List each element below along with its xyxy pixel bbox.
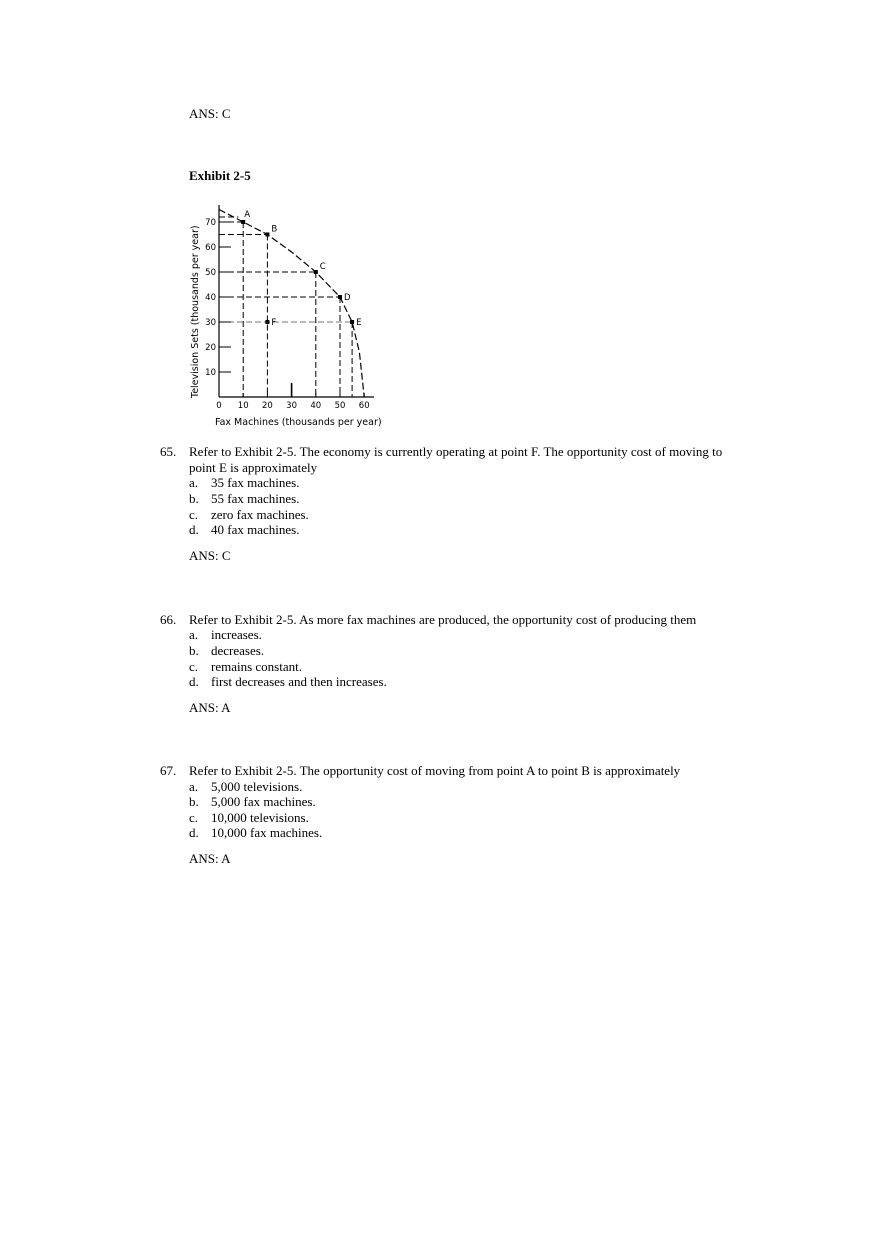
y-tick-label: 10: [205, 368, 216, 378]
option-letter: c.: [189, 659, 199, 674]
option-text: 5,000 fax machines.: [211, 794, 316, 809]
y-tick-label: 50: [205, 268, 216, 278]
option-letter: b.: [189, 794, 199, 809]
question-text-line: point E is approximately: [189, 460, 318, 475]
option-letter: b.: [189, 643, 199, 658]
option-letter: d.: [189, 522, 199, 537]
point-label-e: E: [356, 318, 362, 328]
y-tick-label: 60: [205, 243, 216, 253]
option-text: zero fax machines.: [211, 507, 309, 522]
option-text: increases.: [211, 627, 262, 642]
point-b: [265, 233, 269, 237]
x-tick-label: 30: [286, 401, 298, 411]
y-tick-label: 70: [205, 218, 216, 228]
option-text: decreases.: [211, 643, 265, 658]
option-text: 5,000 televisions.: [211, 779, 303, 794]
question-number: 67.: [160, 763, 177, 778]
option-text: 35 fax machines.: [211, 475, 300, 490]
point-label-b: B: [271, 224, 278, 235]
option-text: 55 fax machines.: [211, 491, 300, 506]
y-tick-label: 20: [205, 343, 216, 353]
option-text: first decreases and then increases.: [211, 674, 387, 689]
option-letter: a.: [189, 475, 199, 490]
point-label-f: F: [271, 318, 277, 328]
x-tick-label: 10: [237, 401, 249, 411]
option-text: 10,000 fax machines.: [211, 825, 323, 840]
answer: ANS: A: [189, 700, 231, 715]
option-letter: a.: [189, 779, 199, 794]
x-tick-label: 60: [358, 401, 370, 411]
x-tick-label: 20: [261, 401, 273, 411]
option-letter: a.: [189, 627, 199, 642]
point-label-d: D: [344, 293, 351, 303]
ppf-chart: [186, 200, 401, 435]
answer: ANS: A: [189, 851, 231, 866]
point-d: [338, 295, 342, 299]
x-tick-label: 50: [334, 401, 346, 411]
y-tick-label: 40: [205, 293, 216, 303]
question-text-line: Refer to Exhibit 2-5. The economy is currently operating at point F. The opportunity cost of moving to: [189, 444, 723, 459]
answer: ANS: C: [189, 548, 231, 563]
option-text: remains constant.: [211, 659, 302, 674]
option-letter: c.: [189, 507, 199, 522]
option-letter: d.: [189, 825, 199, 840]
x-tick-label: 40: [310, 401, 322, 411]
option-letter: d.: [189, 674, 199, 689]
point-a: [241, 220, 245, 224]
question-text-line: Refer to Exhibit 2-5. As more fax machines are produced, the opportunity cost of producing them: [189, 612, 697, 627]
question-number: 66.: [160, 612, 177, 627]
exhibit-title: Exhibit 2-5: [189, 168, 251, 183]
top-answer: ANS: C: [189, 106, 231, 121]
y-tick-label: 30: [205, 318, 216, 328]
point-c: [314, 270, 318, 274]
ppf-curve: [219, 210, 364, 398]
x-axis-label: Fax Machines (thousands per year): [215, 417, 382, 428]
option-letter: c.: [189, 810, 199, 825]
question-text-line: Refer to Exhibit 2-5. The opportunity cost of moving from point A to point B is approximately: [189, 763, 681, 778]
point-label-a: A: [244, 210, 251, 220]
point-e: [350, 320, 354, 324]
option-text: 10,000 televisions.: [211, 810, 309, 825]
option-text: 40 fax machines.: [211, 522, 300, 537]
question-number: 65.: [160, 444, 177, 459]
y-axis-label: Television Sets (thousands per year): [190, 225, 201, 398]
point-label-c: C: [319, 262, 326, 272]
option-letter: b.: [189, 491, 199, 506]
x-tick-label: 0: [216, 401, 222, 411]
point-f: [265, 320, 269, 324]
